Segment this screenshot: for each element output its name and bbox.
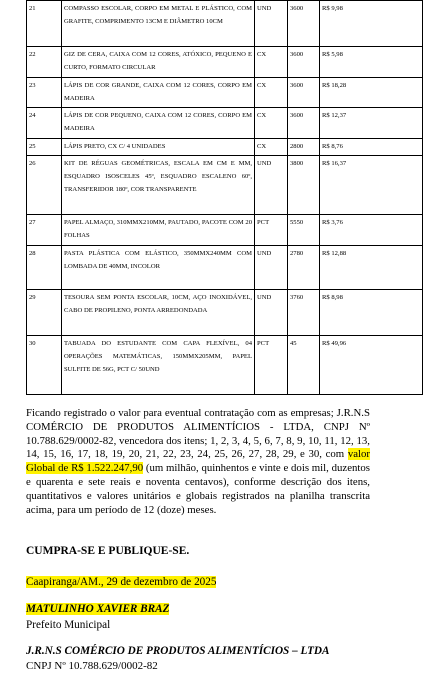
item-price: R$ 16,37 bbox=[320, 156, 423, 215]
item-description: GIZ DE CERA, CAIXA COM 12 CORES, ATÓXICO, PEQUENO E CURTO, FORMATO CIRCULAR bbox=[62, 47, 255, 78]
table-row bbox=[27, 336, 423, 395]
item-number: 30 bbox=[27, 336, 62, 395]
item-quantity: 3600 bbox=[288, 78, 320, 108]
item-price: R$ 5,98 bbox=[320, 47, 423, 78]
item-price: R$ 12,37 bbox=[320, 108, 423, 139]
item-description: PASTA PLÁSTICA COM ELÁSTICO, 350MMX240MM COM LOMBADA DE 40MM, INCOLOR bbox=[62, 246, 255, 290]
item-unit: UND bbox=[255, 290, 288, 336]
table-row bbox=[27, 290, 423, 336]
item-number: 26 bbox=[27, 156, 62, 215]
item-description: LÁPIS DE COR PEQUENO, CAIXA COM 12 CORES, CORPO EM MADEIRA bbox=[62, 108, 255, 139]
cumpra-se-heading: CUMPRA-SE E PUBLIQUE-SE. bbox=[26, 545, 190, 557]
item-number: 24 bbox=[27, 108, 62, 139]
item-quantity: 3600 bbox=[288, 108, 320, 139]
item-number: 22 bbox=[27, 47, 62, 78]
paragraph-text-before: Ficando registrado o valor para eventual contratação com as empresas; J.R.N.S COMÉRCIO DE PRODUTOS ALIMENTÍCIOS - LTDA, CNPJ Nº 10.788.629/0002-82, vencedora dos itens; 1, 2, 3, 4, 5, 6, 7, 8, 9, 10, 11, 12, 13, 14, 15, 16, 17, 18, 19, 20, 21, 22, 23, 24, 25, 26, 27, 28, 29, e 30, com bbox=[26, 407, 370, 461]
signer-name bbox=[26, 603, 169, 615]
table-row bbox=[27, 246, 423, 290]
registration-text bbox=[26, 407, 370, 517]
item-quantity: 45 bbox=[288, 336, 320, 395]
item-description: COMPASSO ESCOLAR, CORPO EM METAL E PLÁSTICO, COM GRAFITE, COMPRIMENTO 13CM E DIÂMETRO 10CM bbox=[62, 1, 255, 47]
item-quantity: 2780 bbox=[288, 246, 320, 290]
signer-role: Prefeito Municipal bbox=[26, 619, 111, 631]
table-row bbox=[27, 78, 423, 108]
item-price: R$ 18,28 bbox=[320, 78, 423, 108]
item-number: 23 bbox=[27, 78, 62, 108]
item-unit: CX bbox=[255, 78, 288, 108]
item-description: PAPEL ALMAÇO, 310MMX210MM, PAUTADO, PACOTE COM 20 FOLHAS bbox=[62, 215, 255, 246]
table-row bbox=[27, 215, 423, 246]
company-name: J.R.N.S COMÉRCIO DE PRODUTOS ALIMENTÍCIOS – LTDA bbox=[26, 645, 330, 657]
item-unit: UND bbox=[255, 156, 288, 215]
item-description: TESOURA SEM PONTA ESCOLAR, 10CM, AÇO INOXIDÁVEL, CABO DE PROPILENO, PONTA ARREDONDADA bbox=[62, 290, 255, 336]
table-row bbox=[27, 1, 423, 47]
item-description: LÁPIS DE COR GRANDE, CAIXA COM 12 CORES, CORPO EM MADEIRA bbox=[62, 78, 255, 108]
item-unit: CX bbox=[255, 139, 288, 156]
item-description: TABUADA DO ESTUDANTE COM CAPA FLEXÍVEL, 04 OPERAÇÕES MATEMÁTICAS, 150MMX205MM, PAPEL SULFITE DE 56G, PCT C/ 50UND bbox=[62, 336, 255, 395]
item-unit: PCT bbox=[255, 336, 288, 395]
items-table bbox=[26, 0, 423, 395]
global-value-highlight: valor Global de R$ 1.522.247,90 bbox=[26, 448, 370, 475]
signer-name-text: MATULINHO XAVIER BRAZ bbox=[26, 603, 170, 615]
item-unit: CX bbox=[255, 47, 288, 78]
item-price: R$ 3,76 bbox=[320, 215, 423, 246]
table-row bbox=[27, 47, 423, 78]
item-quantity: 3600 bbox=[288, 47, 320, 78]
company-cnpj: CNPJ Nº 10.788.629/0002-82 bbox=[26, 660, 158, 672]
item-price: R$ 49,96 bbox=[320, 336, 423, 395]
item-quantity: 2800 bbox=[288, 139, 320, 156]
registration-paragraph bbox=[26, 407, 370, 517]
item-price: R$ 12,88 bbox=[320, 246, 423, 290]
item-unit: PCT bbox=[255, 215, 288, 246]
item-price: R$ 8,98 bbox=[320, 290, 423, 336]
item-unit: CX bbox=[255, 108, 288, 139]
item-unit: UND bbox=[255, 246, 288, 290]
item-number: 25 bbox=[27, 139, 62, 156]
item-price: R$ 9,98 bbox=[320, 1, 423, 47]
item-number: 21 bbox=[27, 1, 62, 47]
table-row bbox=[27, 139, 423, 156]
item-quantity: 3800 bbox=[288, 156, 320, 215]
place-date-text: Caapiranga/AM., 29 de dezembro de 2025 bbox=[26, 576, 217, 588]
item-number: 27 bbox=[27, 215, 62, 246]
item-quantity: 5550 bbox=[288, 215, 320, 246]
item-quantity: 3760 bbox=[288, 290, 320, 336]
place-date bbox=[26, 576, 216, 588]
item-unit: UND bbox=[255, 1, 288, 47]
paragraph-text-after: (um milhão, quinhentos e vinte e dois mil, duzentos e quarenta e sete reais e noventa centavos), conforme descrição dos itens, quantitativos e valores unitários e globais registrados na planilha transcrita acima, para um período de 12 (doze) meses. bbox=[26, 462, 370, 516]
table-row bbox=[27, 108, 423, 139]
item-number: 28 bbox=[27, 246, 62, 290]
table-row bbox=[27, 156, 423, 215]
item-description: LÁPIS PRETO, CX C/ 4 UNIDADES bbox=[62, 139, 255, 156]
item-description: KIT DE RÉGUAS GEOMÉTRICAS, ESCALA EM CM E MM, ESQUADRO ISOSCELES 45º, ESQUADRO ESCALENO 60º, TRANSFERIDOR 180º, COR TRANSPARENTE bbox=[62, 156, 255, 215]
item-quantity: 3600 bbox=[288, 1, 320, 47]
item-number: 29 bbox=[27, 290, 62, 336]
item-price: R$ 8,76 bbox=[320, 139, 423, 156]
